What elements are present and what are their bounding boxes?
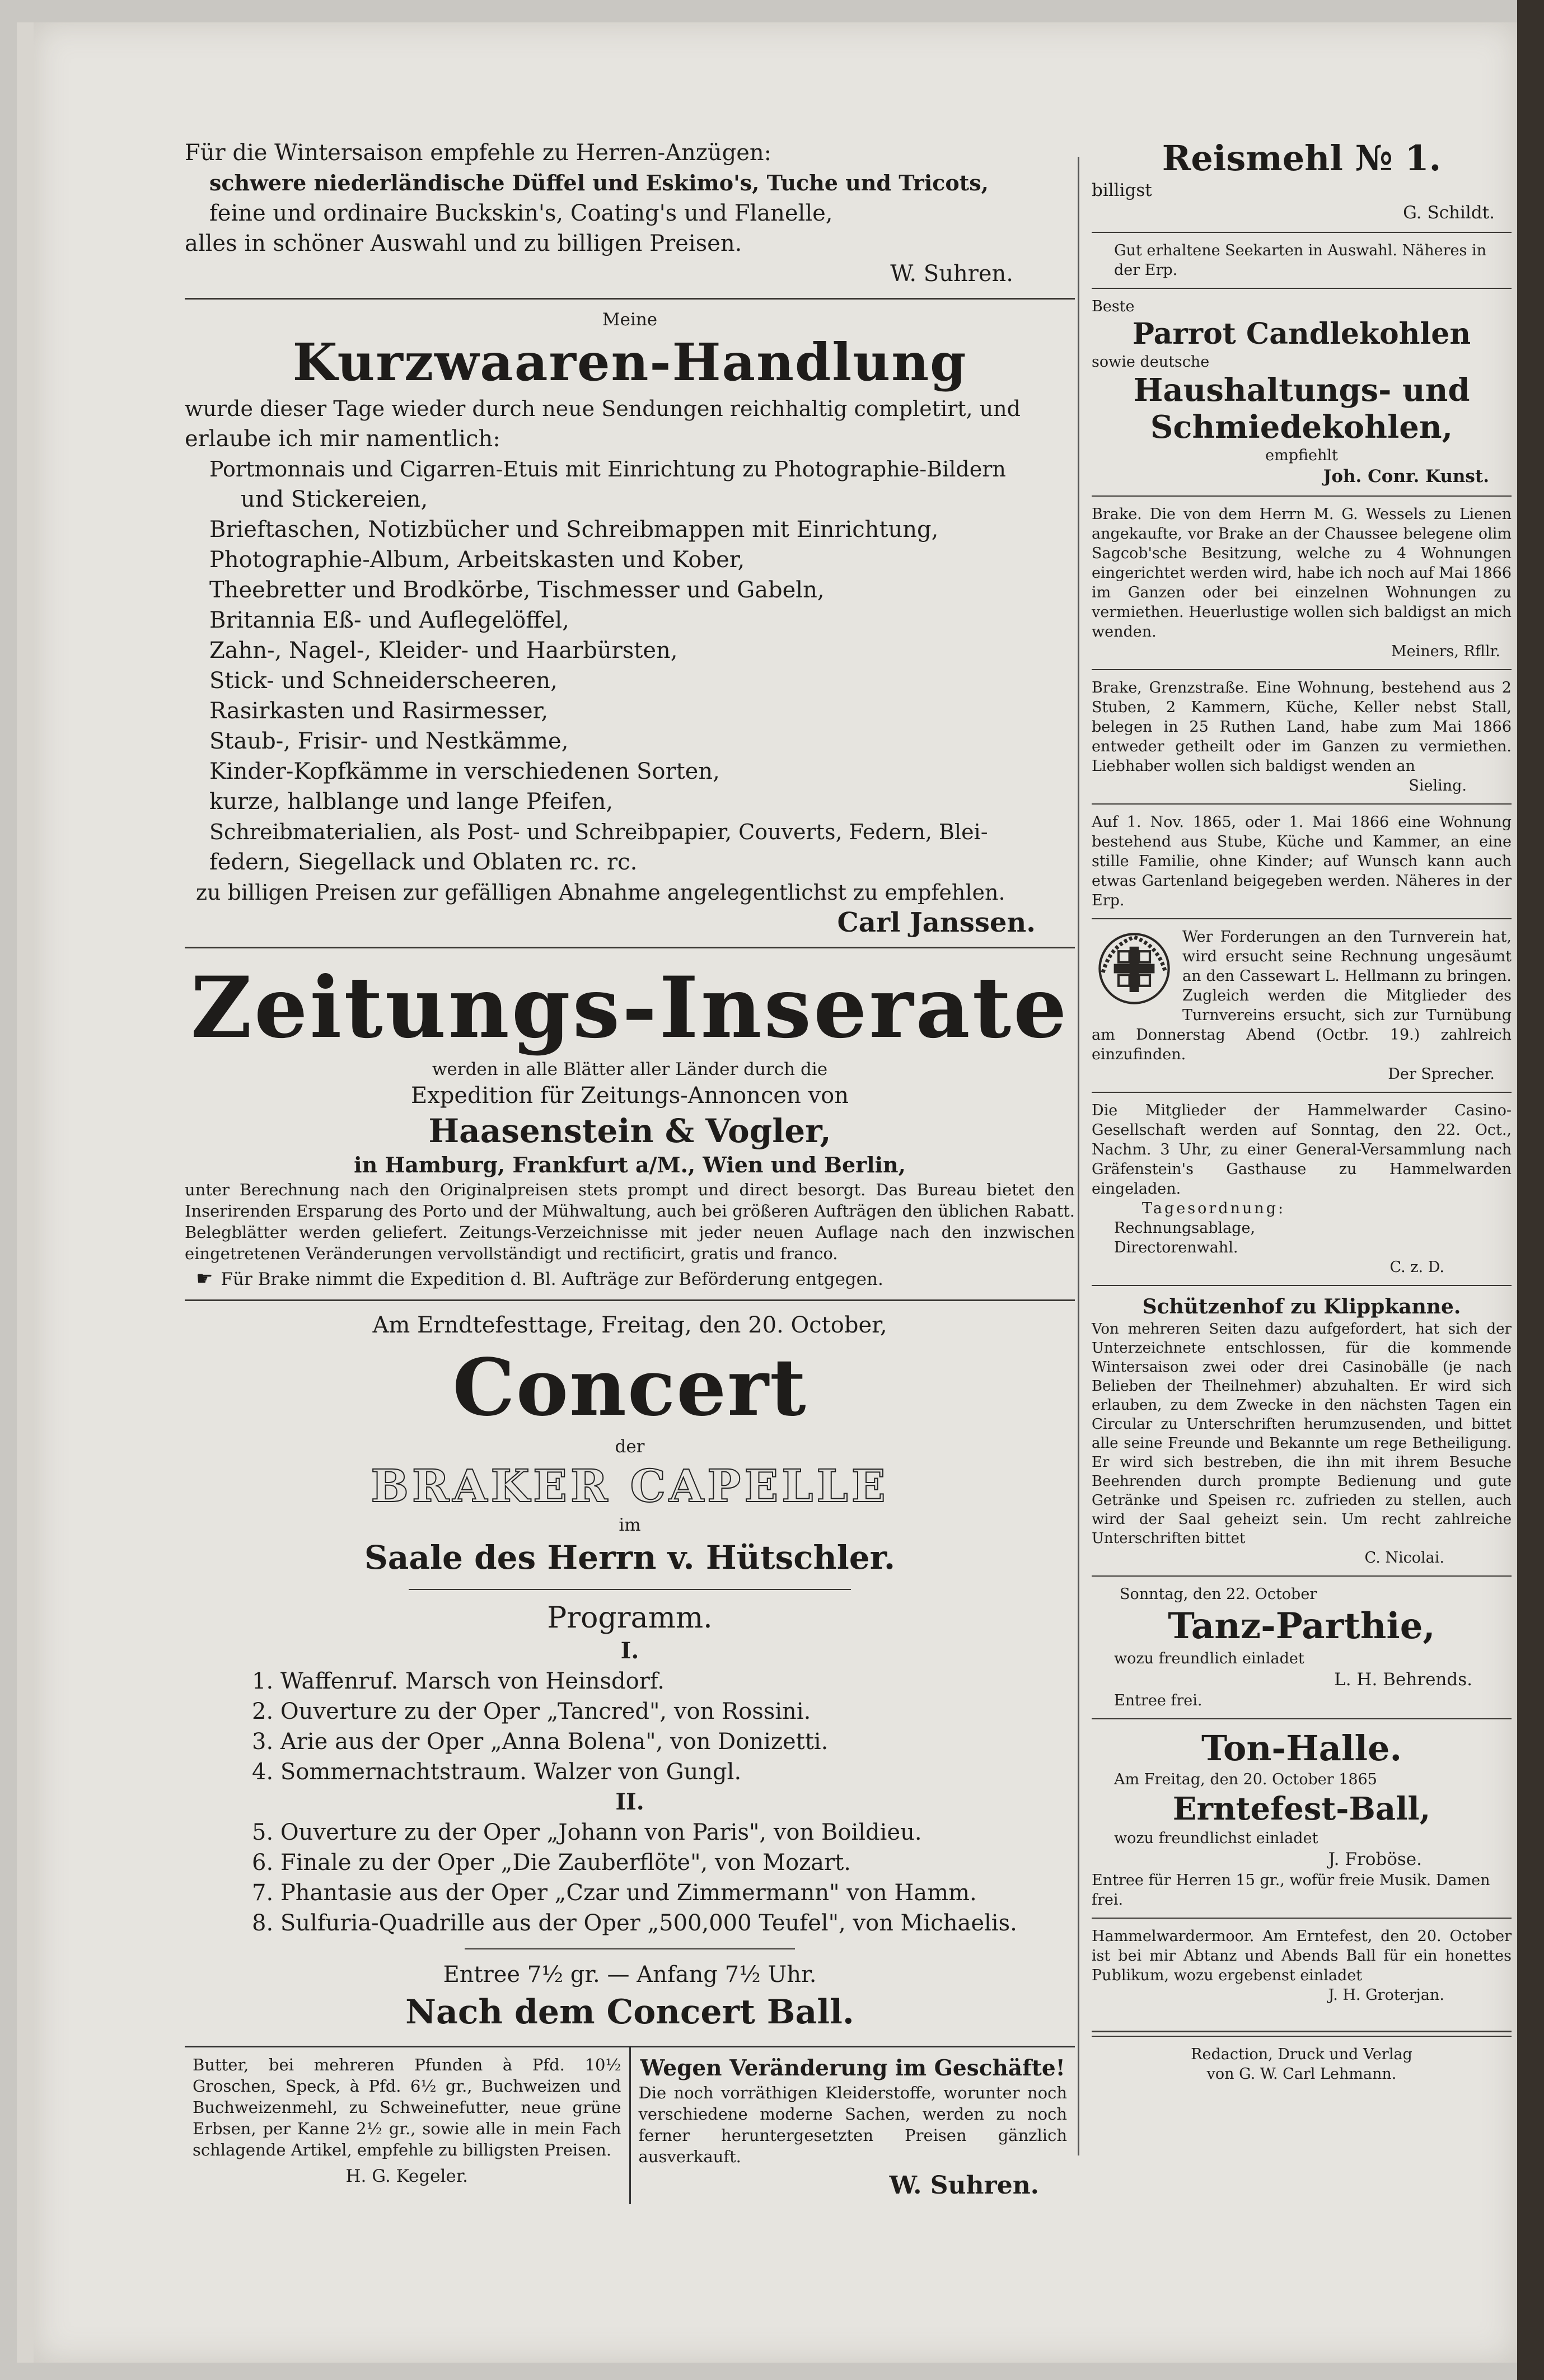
- divider: [1092, 288, 1512, 289]
- hammelwarder-ad: [1092, 1097, 1512, 1280]
- ad-title: Haushaltungs- und: [1133, 372, 1470, 409]
- entrance-info: Entree 7½ gr. — Anfang 7½ Uhr.: [443, 1962, 817, 1988]
- seekarten-ad: [1092, 237, 1512, 283]
- ad-text: feine und ordinaire Buckskin's, Coating's und Flanelle,: [209, 200, 833, 226]
- ad-title: Ton-Halle.: [1201, 1728, 1402, 1769]
- divider: [185, 1299, 1075, 1301]
- ad-text: wurde dieser Tage wieder durch neue Sendungen reichhaltig completirt, und: [185, 396, 1021, 421]
- ad-signature: Carl Janssen.: [837, 907, 1036, 938]
- kegeler-ad: [185, 2047, 629, 2204]
- groterjan-ad: [1092, 1923, 1512, 2008]
- column-divider: [1078, 157, 1079, 2155]
- divider: [1092, 1918, 1512, 1919]
- agenda-title: Tagesordnung:: [1142, 1200, 1286, 1217]
- list-item: Rasirkasten und Rasirmesser,: [209, 698, 549, 724]
- ad-text: schwere niederländische Düffel und Eskimo's, Tuche und Tricots,: [209, 170, 989, 195]
- divider: [185, 298, 1075, 300]
- divider: [1092, 232, 1512, 233]
- bottom-ads: [185, 2046, 1075, 2204]
- book-binding: [1517, 0, 1544, 2380]
- part-heading: I.: [620, 1638, 639, 1664]
- ad-signature: G. Schildt.: [1403, 203, 1495, 223]
- turnverein-emblem-icon: [1095, 929, 1173, 1008]
- ad-text: Beste: [1092, 298, 1135, 315]
- agenda-item: Rechnungsablage,: [1114, 1219, 1256, 1237]
- imprint-line: von G. W. Carl Lehmann.: [1206, 2065, 1397, 2083]
- ad-signature: Joh. Conr. Kunst.: [1323, 466, 1489, 487]
- suhren-ad: [185, 134, 1075, 292]
- ad-signature: C. Nicolai.: [1364, 1549, 1444, 1567]
- divider: [185, 947, 1075, 948]
- ad-text: Expedition für Zeitungs-Annoncen von: [410, 1083, 849, 1109]
- ad-signature: Meiners, Rfllr.: [1391, 643, 1500, 660]
- ad-signature: Der Sprecher.: [1388, 1065, 1495, 1083]
- ad-text: der: [615, 1437, 645, 1457]
- divider: [1092, 1285, 1512, 1286]
- wessels-ad: [1092, 501, 1512, 665]
- ad-body: Butter, bei mehreren Pfunden à Pfd. 10½ Groschen, Speck, à Pfd. 6½ gr., Buchweizen und Buchweizenmehl, zu Schweinefutter, neue grüne Erbsen, per Kanne 2½ gr., sowie alle in mein Fach schlagende Artikel, empfehle zu billigsten Preisen.: [193, 2055, 621, 2159]
- divider: [1092, 669, 1512, 670]
- ad-body: Von mehreren Seiten dazu aufgefordert, hat sich der Unterzeichnete entschlossen, für die kommende Wintersaison zwei oder drei Casinobälle (je nach Belieben der Theilnehmer) abzuhalten. Er wird sich erlauben, zu dem Zwecke in den nächsten Tagen ein Circular zu Unterschriften herumzusenden, und bittet alle seine Freunde und Bekannte um rege Betheiligung. Er wird sich bestreben, die ihn mit ihrem Besuche Beehrenden durch prompte Bedienung und gute Getränke und Speisen rc. zufrieden zu stellen, auch wird der Saal geheizt sein. Um recht zahlreiche Unterschriften bittet: [1092, 1321, 1512, 1547]
- ad-signature: H. G. Kegeler.: [345, 2166, 468, 2186]
- list-item: Theebretter und Brodkörbe, Tischmesser und Gabeln,: [209, 577, 825, 603]
- ad-title: Zeitungs-Inserate: [190, 958, 1069, 1057]
- program-item: 6. Finale zu der Oper „Die Zauberflöte", von Mozart.: [252, 1850, 851, 1876]
- grenzstrasse-ad: [1092, 675, 1512, 799]
- ad-text: im: [619, 1515, 641, 1535]
- ad-title: Erntefest-Ball,: [1172, 1790, 1431, 1827]
- ad-title: Wegen Veränderung im Geschäfte!: [640, 2055, 1065, 2081]
- ad-text: Am Erndtefesttage, Freitag, den 20. October,: [372, 1312, 887, 1338]
- ad-text: billigst: [1092, 180, 1152, 200]
- program-item: 5. Ouverture zu der Oper „Johann von Paris", von Boildieu.: [252, 1820, 922, 1845]
- list-item: Britannia Eß- und Auflegelöffel,: [209, 607, 569, 633]
- agenda-item: Directorenwahl.: [1114, 1239, 1238, 1256]
- janssen-ad: [185, 305, 1075, 941]
- list-item: Zahn-, Nagel-, Kleider- und Haarbürsten,: [209, 638, 678, 663]
- ad-text: zu billigen Preisen zur gefälligen Abnahme angelegentlichst zu empfehlen.: [196, 880, 1005, 905]
- ad-text: Entree frei.: [1114, 1692, 1203, 1709]
- list-item: Staub-, Frisir- und Nestkämme,: [209, 728, 569, 754]
- divider: [1092, 2036, 1512, 2037]
- pointing-hand-icon: ☛: [196, 1268, 213, 1290]
- ad-signature: Sieling.: [1409, 777, 1467, 794]
- ad-body: Die Mitglieder der Hammelwarder Casino-Gesellschaft werden auf Sonntag, den 22. Oct., Nachm. 3 Uhr, zu einer General-Versammlung nach Gräfenstein's Gasthause zu Hammelwarden eingeladen.: [1092, 1102, 1512, 1198]
- ad-signature: J. Froböse.: [1328, 1849, 1422, 1869]
- concert-ad: [185, 1307, 1075, 2038]
- suhren-ad-2: [629, 2047, 1075, 2204]
- program-item: 8. Sulfuria-Quadrille aus der Oper „500,000 Teufel", von Michaelis.: [252, 1910, 1017, 1936]
- ad-firm: Haasenstein & Vogler,: [428, 1112, 831, 1150]
- program-item: 1. Waffenruf. Marsch von Heinsdorf.: [252, 1668, 665, 1694]
- band-name: BRAKER CAPELLE: [371, 1460, 889, 1512]
- part-heading: II.: [615, 1789, 644, 1815]
- divider: [1092, 1718, 1512, 1719]
- ad-title: Schützenhof zu Klippkanne.: [1142, 1295, 1461, 1318]
- program-item: 2. Ouverture zu der Oper „Tancred", von Rossini.: [252, 1699, 811, 1724]
- ad-body: Die noch vorräthigen Kleiderstoffe, worunter noch verschiedene moderne Sachen, werden zu noch ferner heruntergesetzten Preisen gänzlich ausverkauft.: [638, 2083, 1067, 2166]
- venue: Saale des Herrn v. Hütschler.: [364, 1539, 896, 1577]
- divider: [1092, 2031, 1512, 2032]
- ad-text: werden in alle Blätter aller Länder durch die: [432, 1059, 828, 1079]
- ad-body: Brake. Die von dem Herrn M. G. Wessels zu Lienen angekaufte, vor Brake an der Chaussee belegene olim Sagcob'sche Besitzung, welche zu 4 Wohnungen eingerichtet werden wird, habe ich noch auf Mai 1866 im Ganzen oder bei einzelnen Wohnungen zu vermiethen. Heuerlustige wollen sich baldigst an mich wenden.: [1092, 506, 1512, 640]
- ad-body: Wer Forderungen an den Turnverein hat, wird ersucht seine Rechnung ungesäumt an den Cassewart L. Hellmann zu bringen. Zugleich werden die Mitglieder des Turnvereins ersucht, sich zur Turnübung am Donnerstag Abend (Octbr. 19.) zahlreich einzufinden.: [1092, 928, 1512, 1063]
- left-column: [185, 134, 1075, 2204]
- list-item: Portmonnais und Cigarren-Etuis mit Einrichtung zu Photographie-Bildern: [209, 457, 1006, 481]
- ad-title: Schmiedekohlen,: [1150, 409, 1453, 446]
- tonhalle-ad: [1092, 1724, 1512, 1913]
- ad-body: Gut erhaltene Seekarten in Auswahl. Näheres in der Erp.: [1114, 242, 1486, 279]
- ad-body: Brake, Grenzstraße. Eine Wohnung, bestehend aus 2 Stuben, 2 Kammern, Küche, Keller nebst Stall, belegen in 25 Ruthen Land, habe zum Mai 1866 entweder getheilt oder im Ganzen zu vermiethen. Liebhaber wollen sich baldigst wenden an: [1092, 679, 1512, 775]
- ad-signature: W. Suhren.: [890, 261, 1013, 287]
- divider: [465, 1948, 795, 1949]
- ad-cities: in Hamburg, Frankfurt a/M., Wien und Berlin,: [354, 1152, 906, 1177]
- divider: [1092, 803, 1512, 805]
- ad-text: empfiehlt: [1265, 447, 1338, 464]
- divider: [1092, 1575, 1512, 1577]
- ad-title: Kurzwaaren-Handlung: [292, 332, 967, 392]
- list-item: Stick- und Schneiderscheeren,: [209, 668, 558, 694]
- ad-body: Auf 1. Nov. 1865, oder 1. Mai 1866 eine Wohnung bestehend aus Stube, Küche und Kammer, an eine stille Familie, ohne Kinder; auf Wunsch kann auch etwas Gartenland beigegeben werden. Näheres in der Erp.: [1092, 813, 1512, 909]
- list-item: Brieftaschen, Notizbücher und Schreibmappen mit Einrichtung,: [209, 517, 939, 543]
- ad-title: Tanz-Parthie,: [1168, 1605, 1435, 1647]
- ad-signature: J. H. Groterjan.: [1328, 1986, 1444, 2004]
- schuetzenhof-ad: [1092, 1290, 1512, 1571]
- ad-signature: C. z. D.: [1389, 1259, 1444, 1276]
- ad-signature: L. H. Behrends.: [1334, 1670, 1472, 1690]
- ad-title: Reismehl № 1.: [1162, 138, 1442, 179]
- divider: [409, 1589, 851, 1590]
- divider: [1092, 495, 1512, 497]
- ad-text: wozu freundlich einladet: [1114, 1650, 1304, 1667]
- program-item: 3. Arie aus der Oper „Anna Bolena", von Donizetti.: [252, 1729, 829, 1755]
- ad-text: wozu freundlichst einladet: [1114, 1830, 1318, 1847]
- list-item: kurze, halblange und lange Pfeifen,: [209, 789, 614, 815]
- wohnung-ad: [1092, 809, 1512, 914]
- ad-body: unter Berechnung nach den Originalpreisen stets prompt und direct besorgt. Das Bureau bietet den Inserirenden Ersparung des Porto und der Mühwaltung, auch bei größeren Aufträgen den üblichen Rabatt. Belegblätter werden geliefert. Zeitungs-Verzeichnisse mit jeder neuen Auflage nach den inzwischen eingetretenen Veränderungen vervollständigt und rectificirt, gratis und franco.: [185, 1180, 1075, 1263]
- list-item: Photographie-Album, Arbeitskasten und Kober,: [209, 547, 745, 573]
- inserate-ad: [185, 954, 1075, 1294]
- ad-text: alles in schöner Auswahl und zu billigen Preisen.: [185, 231, 742, 256]
- list-item: Schreibmaterialien, als Post- und Schreibpapier, Couverts, Federn, Blei-: [209, 820, 988, 844]
- divider: [1092, 918, 1512, 919]
- imprint: [1092, 2041, 1512, 2087]
- list-item: und Stickereien,: [241, 487, 428, 512]
- ad-date: Sonntag, den 22. October: [1120, 1586, 1317, 1603]
- divider: [1092, 1092, 1512, 1093]
- imprint-line: Redaction, Druck und Verlag: [1191, 2046, 1412, 2063]
- right-column: [1092, 134, 1512, 2087]
- kohlen-ad: [1092, 293, 1512, 491]
- ad-text: Für die Wintersaison empfehle zu Herren-Anzügen:: [185, 140, 772, 166]
- program-item: 4. Sommernachtstraum. Walzer von Gungl.: [252, 1759, 742, 1785]
- ad-signature: W. Suhren.: [889, 2171, 1039, 2200]
- list-item: Kinder-Kopfkämme in verschiedenen Sorten,: [209, 759, 720, 784]
- ad-date: Am Freitag, den 20. October 1865: [1114, 1771, 1377, 1788]
- list-item: federn, Siegellack und Oblaten rc. rc.: [209, 849, 638, 875]
- program-item: 7. Phantasie aus der Oper „Czar und Zimmermann" von Hamm.: [252, 1880, 977, 1906]
- ad-body: Hammelwardermoor. Am Erntefest, den 20. October ist bei mir Abtanz und Abends Ball für ein honettes Publikum, wozu ergebenst einladet: [1092, 1928, 1512, 1984]
- ad-note-text: Für Brake nimmt die Expedition d. Bl. Aufträge zur Beförderung entgegen.: [221, 1269, 883, 1289]
- turnverein-ad: [1092, 924, 1512, 1087]
- ad-intro: Meine: [602, 310, 658, 330]
- reismehl-ad: [1092, 134, 1512, 227]
- ad-text: sowie deutsche: [1092, 353, 1210, 371]
- ad-title: Concert: [452, 1342, 807, 1434]
- programm-heading: Programm.: [547, 1601, 713, 1635]
- tanz-ad: [1092, 1581, 1512, 1714]
- ad-text: erlaube ich mir namentlich:: [185, 426, 500, 452]
- ball-notice: Nach dem Concert Ball.: [405, 1993, 854, 2032]
- ad-title: Parrot Candlekohlen: [1132, 317, 1471, 351]
- ad-note: [185, 1268, 1075, 1290]
- ad-body: Entree für Herren 15 gr., wofür freie Musik. Damen frei.: [1092, 1872, 1490, 1909]
